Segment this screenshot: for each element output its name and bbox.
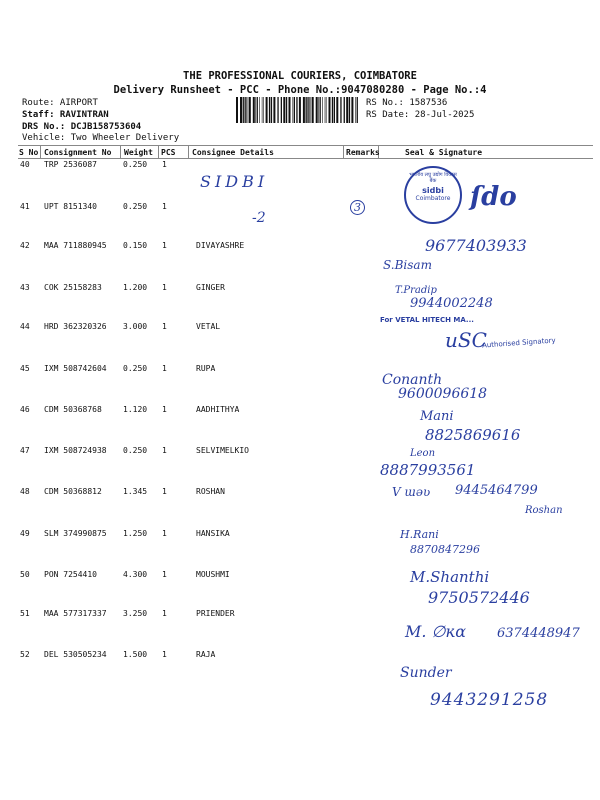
barcode-bar	[329, 97, 331, 123]
row-consignee: DIVAYASHRE	[196, 241, 245, 250]
col-header-consignee: Consignee Details	[192, 148, 274, 157]
row-consignee: RAJA	[196, 650, 216, 659]
col-header-consignment: Consignment No	[44, 148, 112, 157]
table-top-rule	[18, 145, 593, 146]
row-weight: 1.200	[123, 283, 148, 292]
col-header-seal: Seal & Signature	[405, 148, 483, 157]
barcode-bar	[262, 97, 263, 123]
barcode-bar	[236, 97, 238, 123]
sidbi-seal-ring-text: भारतीय लघु उद्योग विकास बैंक	[409, 172, 457, 184]
row-weight: 0.250	[123, 364, 148, 373]
handwritten-name: Conanth	[382, 372, 443, 388]
handwritten-signature: uSC	[445, 328, 487, 352]
barcode-bar	[269, 97, 270, 123]
barcode-bar	[311, 97, 312, 123]
barcode-bar	[263, 97, 264, 123]
row-pcs: 1	[162, 529, 167, 538]
row-consignee: VETAL	[196, 322, 221, 331]
row-pcs: 1	[162, 322, 167, 331]
handwritten-name: T.Pradip	[395, 285, 437, 296]
row-consignee: AADHITHYA	[196, 405, 240, 414]
vehicle-label: Vehicle: Two Wheeler Delivery	[22, 133, 180, 143]
handwritten-signature: V ɯəʋ	[392, 485, 431, 499]
col-divider	[120, 145, 121, 158]
barcode-bar	[316, 97, 318, 123]
row-sno: 46	[20, 405, 30, 414]
row-consignee: GINGER	[196, 283, 225, 292]
row-sno: 52	[20, 650, 30, 659]
barcode-bar	[246, 97, 247, 123]
barcode-bar	[344, 97, 345, 123]
row-weight: 1.345	[123, 487, 148, 496]
col-header-remarks: Remarks	[346, 148, 380, 157]
row-weight: 1.250	[123, 529, 148, 538]
row-consignment-no: CDM 50368768	[44, 405, 102, 414]
authorised-signatory-stamp: Authorised Signatory	[481, 336, 556, 350]
row-sno: 47	[20, 446, 30, 455]
handwritten-phone: 6374448947	[497, 626, 580, 641]
table-header-rule	[18, 158, 593, 159]
handwritten-phone: 9750572446	[428, 588, 530, 607]
handwritten-name: S.Bisam	[383, 258, 432, 272]
barcode-bar	[245, 97, 246, 123]
barcode-bar	[299, 97, 301, 123]
barcode-bar	[309, 97, 310, 123]
barcode-bar	[307, 97, 308, 123]
row-sno: 40	[20, 160, 30, 169]
sidbi-logo: sidbi	[422, 186, 444, 195]
col-header-sno: S No	[19, 148, 39, 157]
row-consignment-no: IXM 508742604	[44, 364, 107, 373]
barcode-bar	[325, 97, 326, 123]
barcode-bar	[266, 97, 268, 123]
row-consignment-no: HRD 362320326	[44, 322, 107, 331]
row-consignment-no: SLM 374990875	[44, 529, 107, 538]
row-sno: 41	[20, 202, 30, 211]
rs-number: RS No.: 1587536	[366, 98, 448, 108]
row-weight: 0.250	[123, 446, 148, 455]
barcode-bar	[259, 97, 260, 123]
col-header-weight: Weight	[124, 148, 153, 157]
row-weight: 0.250	[123, 160, 148, 169]
barcode-bar	[289, 97, 291, 123]
handwritten-name: Mani	[420, 409, 454, 424]
staff-label: Staff: RAVINTRAN	[22, 110, 109, 120]
barcode-bar	[240, 97, 242, 123]
handwritten-remark: 3	[350, 200, 365, 215]
barcode-bar	[257, 97, 258, 123]
barcode-bar	[271, 97, 272, 123]
barcode-bar	[286, 97, 287, 123]
barcode-bar	[336, 97, 338, 123]
barcode-bar	[332, 97, 333, 123]
barcode-bar	[296, 97, 297, 123]
barcode-bar	[357, 97, 358, 123]
row-sno: 42	[20, 241, 30, 250]
sidbi-seal	[404, 166, 462, 224]
row-consignee: RUPA	[196, 364, 216, 373]
barcode-bar	[306, 97, 307, 123]
barcode-bar	[312, 97, 314, 123]
row-sno: 43	[20, 283, 30, 292]
barcode	[236, 97, 360, 123]
col-divider	[188, 145, 189, 158]
col-divider	[343, 145, 344, 158]
row-pcs: 1	[162, 202, 167, 211]
barcode-bar	[293, 97, 294, 123]
rs-date: RS Date: 28-Jul-2025	[366, 110, 475, 120]
row-consignment-no: DEL 530505234	[44, 650, 107, 659]
row-consignment-no: IXM 508724938	[44, 446, 107, 455]
sidbi-city: Coimbatore	[415, 195, 451, 202]
row-consignee: HANSIKA	[196, 529, 230, 538]
drs-number: DRS No.: DCJB158753604	[22, 122, 142, 132]
vetal-company-stamp: For VETAL HITECH MA...	[380, 316, 474, 324]
row-weight: 3.000	[123, 322, 148, 331]
handwritten-consignee: SIDBI	[200, 172, 269, 191]
row-pcs: 1	[162, 609, 167, 618]
row-weight: 1.500	[123, 650, 148, 659]
row-weight: 1.120	[123, 405, 148, 414]
row-pcs: 1	[162, 364, 167, 373]
barcode-bar	[349, 97, 350, 123]
barcode-bar	[283, 97, 285, 123]
handwritten-phone: 9443291258	[430, 690, 549, 710]
handwritten-phone: 8825869616	[425, 426, 521, 444]
barcode-bar	[351, 97, 353, 123]
col-header-pcs: PCS	[161, 148, 176, 157]
row-consignment-no: MAA 711880945	[44, 241, 107, 250]
row-consignment-no: MAA 577317337	[44, 609, 107, 618]
row-pcs: 1	[162, 446, 167, 455]
row-sno: 50	[20, 570, 30, 579]
row-consignment-no: UPT 8151340	[44, 202, 97, 211]
row-sno: 48	[20, 487, 30, 496]
row-consignment-no: COK 25158283	[44, 283, 102, 292]
barcode-bar	[294, 97, 295, 123]
row-weight: 4.300	[123, 570, 148, 579]
row-pcs: 1	[162, 570, 167, 579]
row-consignee: SELVIMELKIO	[196, 446, 249, 455]
handwritten-phone: 8870847296	[410, 543, 480, 556]
barcode-bar	[249, 97, 251, 123]
row-consignee: MOUSHMI	[196, 570, 230, 579]
handwritten-phone: 9677403933	[425, 236, 527, 255]
handwritten-name: H.Rani	[400, 528, 439, 541]
row-pcs: 1	[162, 283, 167, 292]
row-pcs: 1	[162, 650, 167, 659]
row-consignee: ROSHAN	[196, 487, 225, 496]
col-divider	[40, 145, 41, 158]
barcode-bar	[334, 97, 335, 123]
row-sno: 49	[20, 529, 30, 538]
row-pcs: 1	[162, 160, 167, 169]
barcode-bar	[320, 97, 321, 123]
row-weight: 0.250	[123, 202, 148, 211]
barcode-bar	[318, 97, 319, 123]
handwritten-name: M.Shanthi	[410, 568, 490, 586]
handwritten-signature: M. ∅ĸɑ	[405, 622, 466, 641]
handwritten-name: Roshan	[525, 505, 563, 516]
col-divider	[158, 145, 159, 158]
row-sno: 44	[20, 322, 30, 331]
row-weight: 0.150	[123, 241, 148, 250]
handwritten-phone: 9600096618	[398, 386, 488, 402]
barcode-bar	[281, 97, 282, 123]
route-label: Route: AIRPORT	[22, 98, 98, 108]
barcode-bar	[340, 97, 341, 123]
row-consignment-no: TRP 2536087	[44, 160, 97, 169]
row-weight: 3.250	[123, 609, 148, 618]
barcode-bar	[248, 97, 249, 123]
barcode-bar	[255, 97, 256, 123]
handwritten-name: Leon	[410, 448, 436, 459]
handwritten-signature: ſdo	[470, 182, 517, 212]
handwritten-phone: 9944002248	[410, 296, 493, 311]
handwritten-name: Sunder	[400, 665, 452, 681]
barcode-bar	[303, 97, 305, 123]
row-sno: 51	[20, 609, 30, 618]
company-title: THE PROFESSIONAL COURIERS, COIMBATORE	[183, 70, 417, 82]
barcode-bar	[326, 97, 327, 123]
runsheet-subtitle: Delivery Runsheet - PCC - Phone No.:9047080280 - Page No.:4	[113, 84, 487, 96]
barcode-bar	[277, 97, 278, 123]
row-pcs: 1	[162, 487, 167, 496]
handwritten-phone: 8887993561	[380, 461, 476, 479]
barcode-bar	[273, 97, 275, 123]
row-pcs: 1	[162, 241, 167, 250]
barcode-bar	[253, 97, 255, 123]
barcode-bar	[355, 97, 356, 123]
barcode-bar	[322, 97, 323, 123]
handwritten-consignee: -2	[252, 210, 266, 226]
row-consignment-no: CDM 50368812	[44, 487, 102, 496]
barcode-bar	[243, 97, 244, 123]
row-consignee: PRIENDER	[196, 609, 235, 618]
row-consignment-no: PON 7254410	[44, 570, 97, 579]
row-pcs: 1	[162, 405, 167, 414]
row-sno: 45	[20, 364, 30, 373]
barcode-bar	[346, 97, 348, 123]
handwritten-phone: 9445464799	[455, 483, 538, 498]
